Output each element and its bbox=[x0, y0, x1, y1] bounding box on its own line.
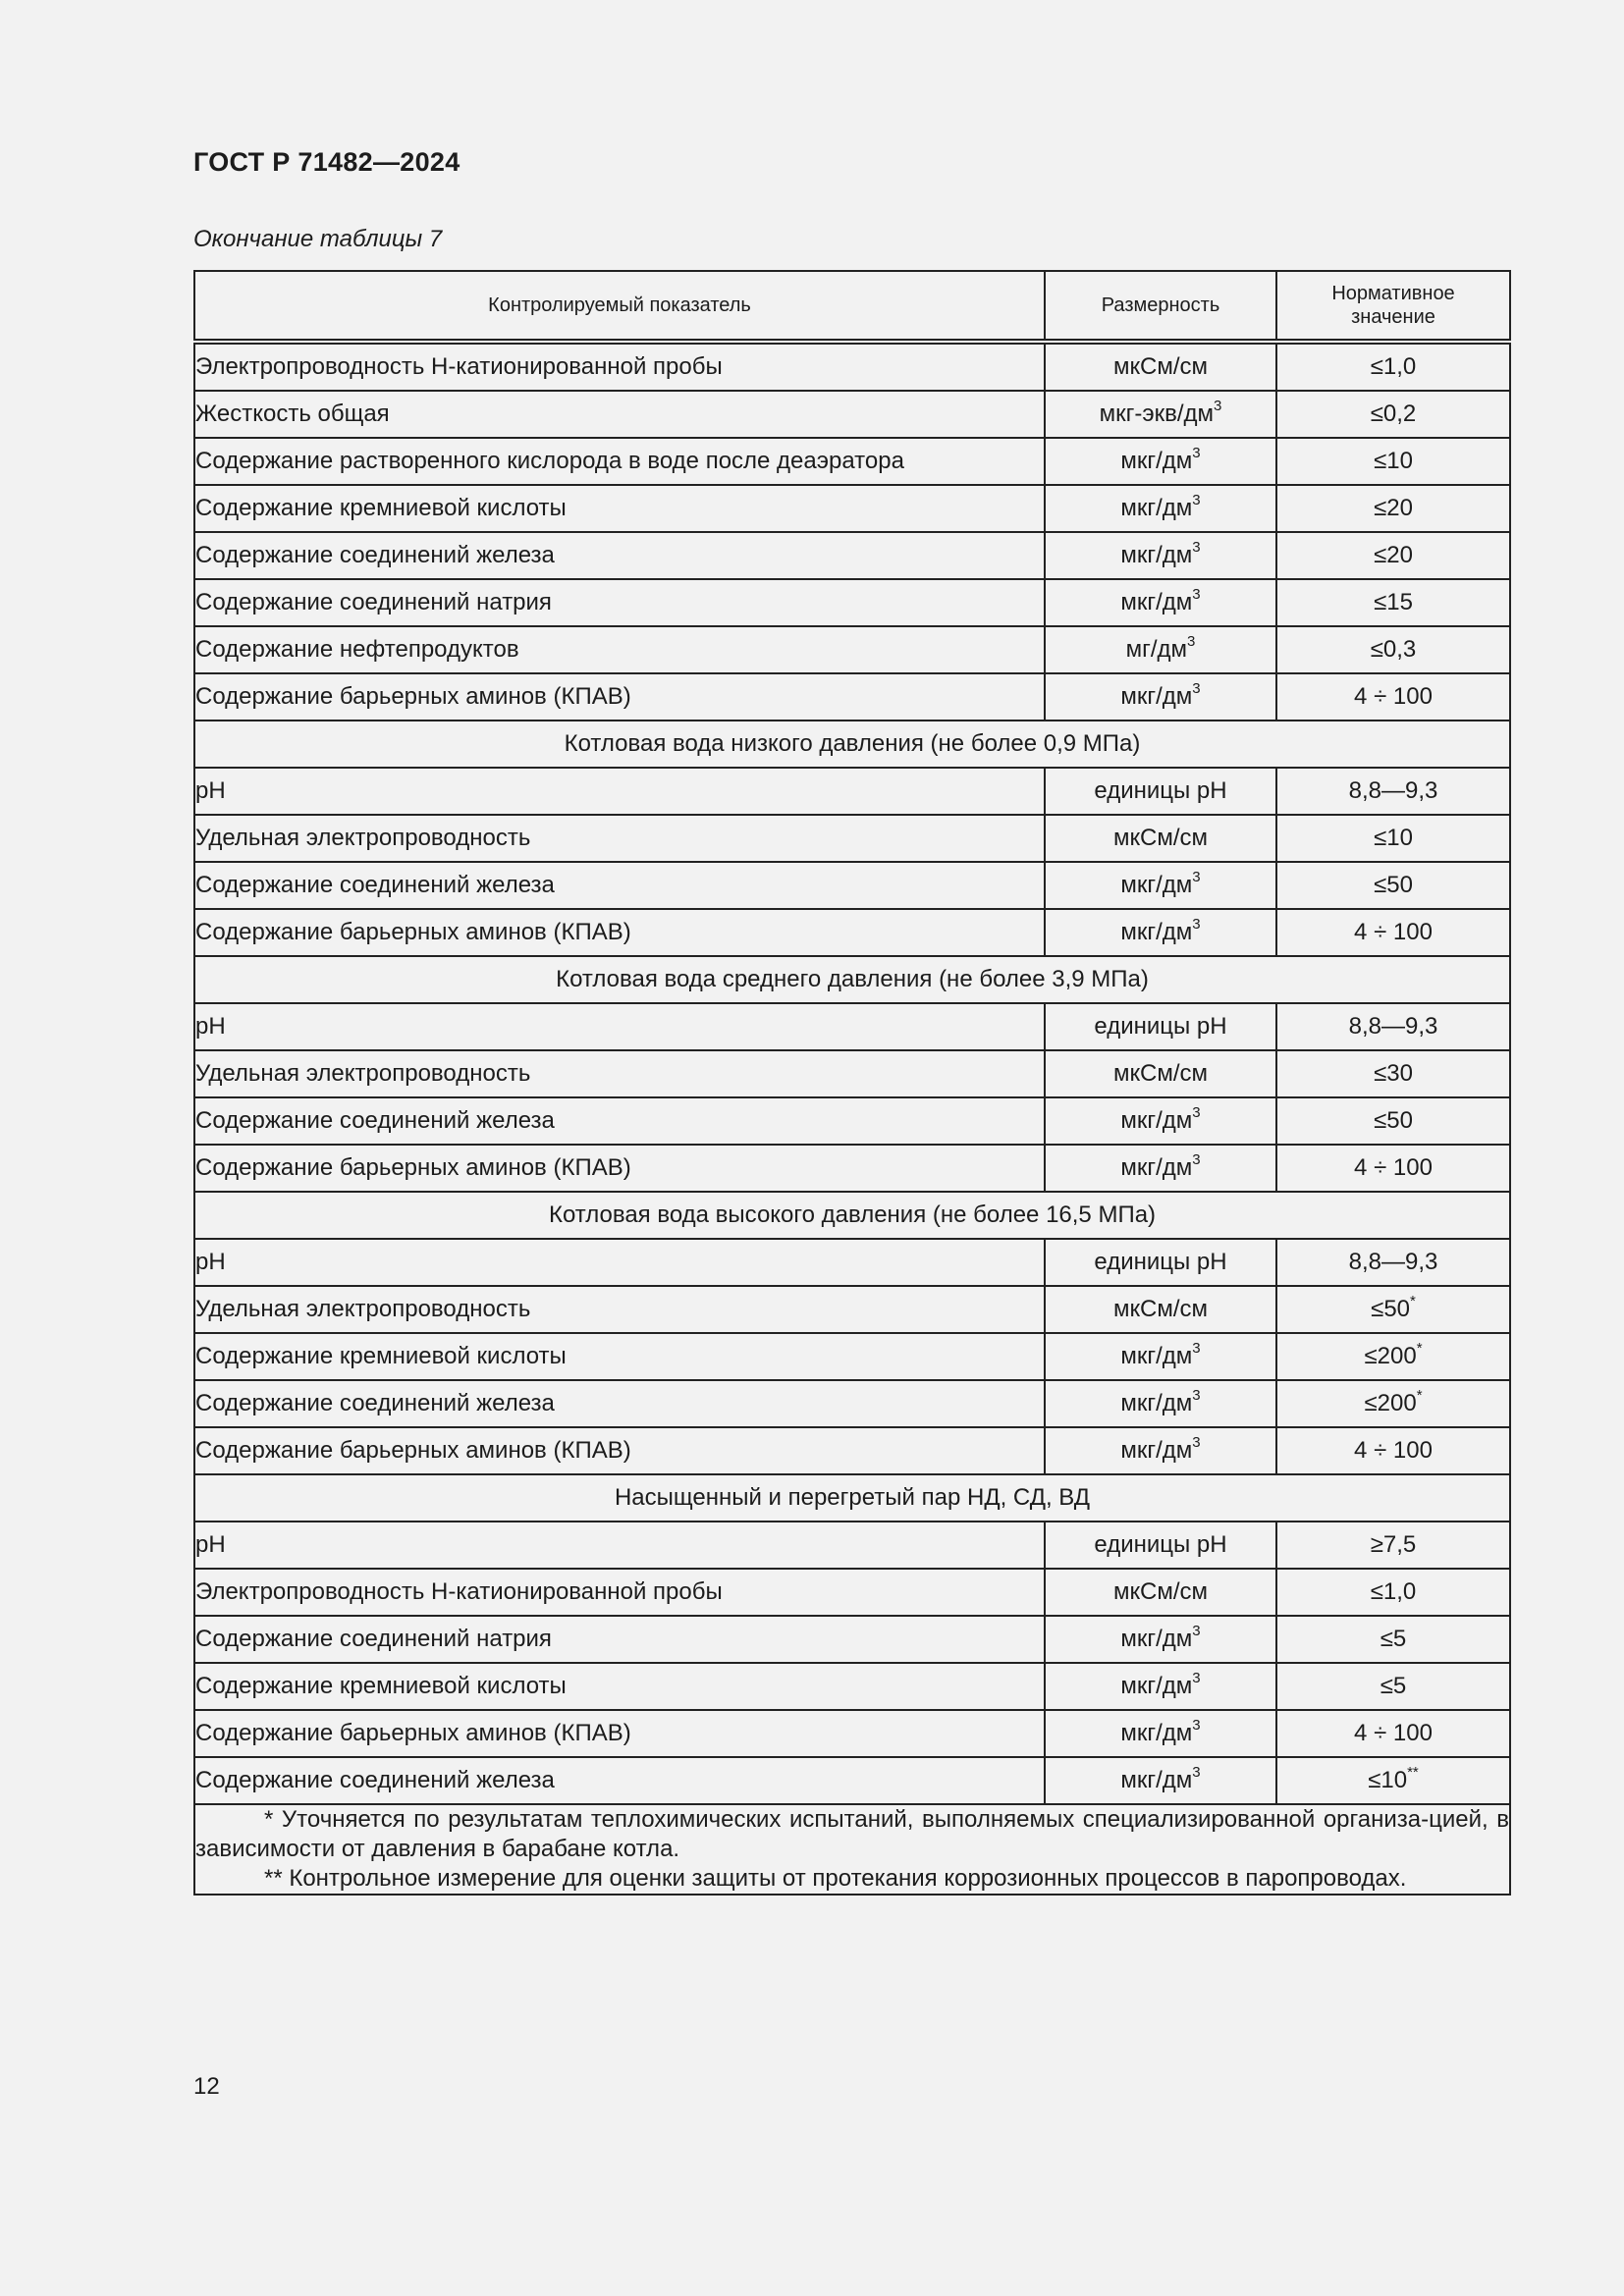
normative-value-cell bbox=[1276, 1380, 1510, 1427]
unit-text: мкг/дм bbox=[1120, 589, 1193, 615]
normative-value-cell bbox=[1276, 1145, 1510, 1192]
value-text: 4 ÷ 100 bbox=[1354, 1720, 1433, 1746]
indicator-cell: Содержание кремниевой кислоты bbox=[194, 1663, 1045, 1710]
section-title: Котловая вода высокого давления (не более 16,5 МПа) bbox=[194, 1192, 1510, 1239]
unit-text: единицы pH bbox=[1094, 1249, 1227, 1275]
unit-cell bbox=[1045, 673, 1276, 721]
unit-cell bbox=[1045, 1616, 1276, 1663]
table-notes-row bbox=[194, 1804, 1510, 1895]
normative-value-cell bbox=[1276, 1616, 1510, 1663]
unit-text: мкг-экв/дм bbox=[1099, 400, 1215, 427]
indicator-cell: Содержание кремниевой кислоты bbox=[194, 1333, 1045, 1380]
section-header-row bbox=[194, 721, 1510, 768]
indicator-cell: Содержание барьерных аминов (КПАВ) bbox=[194, 1710, 1045, 1757]
section-header-row bbox=[194, 1474, 1510, 1522]
normative-value-cell bbox=[1276, 1239, 1510, 1286]
unit-cell bbox=[1045, 1757, 1276, 1804]
unit-text: мкг/дм bbox=[1120, 1673, 1193, 1699]
table-row bbox=[194, 391, 1510, 438]
normative-value-cell bbox=[1276, 909, 1510, 956]
section-title: Котловая вода среднего давления (не более 3,9 МПа) bbox=[194, 956, 1510, 1003]
indicator-cell: Содержание кремниевой кислоты bbox=[194, 485, 1045, 532]
unit-superscript: 3 bbox=[1187, 633, 1196, 650]
indicator-cell: Электропроводность Н-катионированной пробы bbox=[194, 342, 1045, 391]
unit-superscript: 3 bbox=[1192, 492, 1201, 508]
section-header-row bbox=[194, 956, 1510, 1003]
value-text: ≤5 bbox=[1380, 1673, 1407, 1699]
unit-text: мкг/дм bbox=[1120, 872, 1193, 898]
indicator-cell: Содержание соединений натрия bbox=[194, 1616, 1045, 1663]
indicator-cell: Содержание барьерных аминов (КПАВ) bbox=[194, 1427, 1045, 1474]
unit-cell bbox=[1045, 438, 1276, 485]
unit-text: мкг/дм bbox=[1120, 1437, 1193, 1464]
unit-text: мкСм/см bbox=[1113, 353, 1208, 380]
value-text: ≤50 bbox=[1374, 1107, 1413, 1134]
indicator-cell: Содержание соединений железа bbox=[194, 1380, 1045, 1427]
unit-text: мкг/дм bbox=[1120, 1390, 1193, 1416]
value-text: ≤10 bbox=[1374, 448, 1413, 474]
normative-value-cell bbox=[1276, 1522, 1510, 1569]
footnote-marker: * bbox=[1410, 1293, 1416, 1309]
table-row bbox=[194, 1333, 1510, 1380]
indicator-cell: Содержание соединений железа bbox=[194, 862, 1045, 909]
normative-value-cell bbox=[1276, 438, 1510, 485]
value-text: 8,8—9,3 bbox=[1348, 1013, 1438, 1040]
unit-cell bbox=[1045, 1145, 1276, 1192]
value-text: ≤10 bbox=[1368, 1767, 1408, 1793]
table-row bbox=[194, 1569, 1510, 1616]
unit-cell bbox=[1045, 342, 1276, 391]
normative-value-cell bbox=[1276, 1427, 1510, 1474]
table-row bbox=[194, 673, 1510, 721]
table-row bbox=[194, 815, 1510, 862]
section-title: Котловая вода низкого давления (не более 0,9 МПа) bbox=[194, 721, 1510, 768]
indicator-cell: pH bbox=[194, 1003, 1045, 1050]
normative-value-cell bbox=[1276, 1003, 1510, 1050]
table-row bbox=[194, 768, 1510, 815]
indicator-cell: Электропроводность Н-катионированной пробы bbox=[194, 1569, 1045, 1616]
page-number: 12 bbox=[193, 2073, 220, 2100]
unit-text: мкг/дм bbox=[1120, 1154, 1193, 1181]
table-row bbox=[194, 1145, 1510, 1192]
header-unit: Размерность bbox=[1045, 271, 1276, 342]
unit-superscript: 3 bbox=[1192, 1434, 1201, 1451]
unit-text: мг/дм bbox=[1125, 636, 1188, 663]
unit-cell bbox=[1045, 1239, 1276, 1286]
unit-superscript: 3 bbox=[1192, 1670, 1201, 1686]
unit-text: мкг/дм bbox=[1120, 495, 1193, 521]
unit-cell bbox=[1045, 626, 1276, 673]
unit-text: мкг/дм bbox=[1120, 448, 1193, 474]
table-header-row bbox=[194, 271, 1510, 342]
unit-cell bbox=[1045, 1333, 1276, 1380]
unit-text: мкг/дм bbox=[1120, 1767, 1193, 1793]
indicator-cell: pH bbox=[194, 768, 1045, 815]
unit-cell bbox=[1045, 1522, 1276, 1569]
value-text: 4 ÷ 100 bbox=[1354, 1154, 1433, 1181]
header-normative-value: Нормативное значение bbox=[1276, 271, 1510, 342]
footnote-marker: ** bbox=[1407, 1764, 1419, 1781]
unit-cell bbox=[1045, 909, 1276, 956]
normative-value-cell bbox=[1276, 391, 1510, 438]
footnote: * Уточняется по результатам теплохимических испытаний, выполняемых специализированной организа-цией, в зависимости от давления в барабане котла. bbox=[195, 1806, 1509, 1862]
normative-value-cell bbox=[1276, 485, 1510, 532]
unit-superscript: 3 bbox=[1192, 445, 1201, 461]
normative-value-cell bbox=[1276, 1710, 1510, 1757]
indicator-cell: Удельная электропроводность bbox=[194, 1050, 1045, 1097]
table-row bbox=[194, 1003, 1510, 1050]
unit-cell bbox=[1045, 391, 1276, 438]
normative-value-cell bbox=[1276, 1663, 1510, 1710]
indicator-cell: Содержание соединений железа bbox=[194, 1757, 1045, 1804]
indicator-cell: Содержание соединений железа bbox=[194, 532, 1045, 579]
normative-value-cell bbox=[1276, 768, 1510, 815]
indicator-cell: Удельная электропроводность bbox=[194, 1286, 1045, 1333]
normative-value-cell bbox=[1276, 1097, 1510, 1145]
indicator-cell: Содержание барьерных аминов (КПАВ) bbox=[194, 909, 1045, 956]
value-text: ≤15 bbox=[1374, 589, 1413, 615]
value-text: ≤0,3 bbox=[1370, 636, 1417, 663]
section-title: Насыщенный и перегретый пар НД, СД, ВД bbox=[194, 1474, 1510, 1522]
unit-cell bbox=[1045, 485, 1276, 532]
indicator-cell: Содержание растворенного кислорода в воде после деаэратора bbox=[194, 438, 1045, 485]
table-row bbox=[194, 342, 1510, 391]
normative-value-cell bbox=[1276, 342, 1510, 391]
unit-text: мкг/дм bbox=[1120, 1107, 1193, 1134]
normative-value-cell bbox=[1276, 532, 1510, 579]
unit-text: мкг/дм bbox=[1120, 683, 1193, 710]
value-text: ≤20 bbox=[1374, 495, 1413, 521]
unit-cell bbox=[1045, 1663, 1276, 1710]
unit-cell bbox=[1045, 815, 1276, 862]
indicator-cell: Содержание барьерных аминов (КПАВ) bbox=[194, 673, 1045, 721]
unit-cell bbox=[1045, 862, 1276, 909]
footnote-marker: * bbox=[1416, 1387, 1423, 1404]
header-indicator: Контролируемый показатель bbox=[194, 271, 1045, 342]
table-row bbox=[194, 1616, 1510, 1663]
normative-value-cell bbox=[1276, 1569, 1510, 1616]
value-text: ≤30 bbox=[1374, 1060, 1413, 1087]
standards-table bbox=[193, 270, 1511, 1896]
unit-text: единицы pH bbox=[1094, 777, 1227, 804]
value-text: ≤0,2 bbox=[1370, 400, 1417, 427]
table-row bbox=[194, 485, 1510, 532]
indicator-cell: Жесткость общая bbox=[194, 391, 1045, 438]
unit-text: мкСм/см bbox=[1113, 1578, 1208, 1605]
unit-cell bbox=[1045, 768, 1276, 815]
normative-value-cell bbox=[1276, 1333, 1510, 1380]
table-row bbox=[194, 1427, 1510, 1474]
unit-cell bbox=[1045, 1710, 1276, 1757]
table-row bbox=[194, 579, 1510, 626]
unit-superscript: 3 bbox=[1214, 398, 1222, 414]
normative-value-cell bbox=[1276, 815, 1510, 862]
indicator-cell: Удельная электропроводность bbox=[194, 815, 1045, 862]
unit-text: мкСм/см bbox=[1113, 825, 1208, 851]
table-row bbox=[194, 532, 1510, 579]
unit-text: мкг/дм bbox=[1120, 919, 1193, 945]
table-row bbox=[194, 1097, 1510, 1145]
normative-value-cell bbox=[1276, 1050, 1510, 1097]
indicator-cell: pH bbox=[194, 1522, 1045, 1569]
table-row bbox=[194, 1757, 1510, 1804]
section-header-row bbox=[194, 1192, 1510, 1239]
value-text: 4 ÷ 100 bbox=[1354, 683, 1433, 710]
unit-superscript: 3 bbox=[1192, 1151, 1201, 1168]
unit-superscript: 3 bbox=[1192, 1104, 1201, 1121]
unit-cell bbox=[1045, 1427, 1276, 1474]
table-row bbox=[194, 1239, 1510, 1286]
unit-superscript: 3 bbox=[1192, 1764, 1201, 1781]
normative-value-cell bbox=[1276, 862, 1510, 909]
unit-superscript: 3 bbox=[1192, 539, 1201, 556]
value-text: 4 ÷ 100 bbox=[1354, 1437, 1433, 1464]
unit-cell bbox=[1045, 1286, 1276, 1333]
indicator-cell: Содержание нефтепродуктов bbox=[194, 626, 1045, 673]
unit-text: мкСм/см bbox=[1113, 1296, 1208, 1322]
table-row bbox=[194, 862, 1510, 909]
table-row bbox=[194, 1522, 1510, 1569]
unit-superscript: 3 bbox=[1192, 586, 1201, 603]
table-row bbox=[194, 438, 1510, 485]
unit-superscript: 3 bbox=[1192, 1387, 1201, 1404]
normative-value-cell bbox=[1276, 579, 1510, 626]
value-text: ≤1,0 bbox=[1370, 1578, 1417, 1605]
unit-superscript: 3 bbox=[1192, 1340, 1201, 1357]
value-text: 8,8—9,3 bbox=[1348, 777, 1438, 804]
unit-cell bbox=[1045, 1569, 1276, 1616]
indicator-cell: Содержание соединений натрия bbox=[194, 579, 1045, 626]
value-text: ≤1,0 bbox=[1370, 353, 1417, 380]
unit-cell bbox=[1045, 1380, 1276, 1427]
unit-superscript: 3 bbox=[1192, 680, 1201, 697]
unit-text: единицы pH bbox=[1094, 1531, 1227, 1558]
indicator-cell: Содержание соединений железа bbox=[194, 1097, 1045, 1145]
value-text: ≤20 bbox=[1374, 542, 1413, 568]
footnote: ** Контрольное измерение для оценки защиты от протекания коррозионных процессов в паропроводах. bbox=[264, 1865, 1407, 1892]
normative-value-cell bbox=[1276, 1286, 1510, 1333]
value-text: ≤10 bbox=[1374, 825, 1413, 851]
table-row bbox=[194, 626, 1510, 673]
unit-text: мкг/дм bbox=[1120, 1343, 1193, 1369]
unit-cell bbox=[1045, 532, 1276, 579]
table-notes bbox=[194, 1804, 1510, 1895]
unit-superscript: 3 bbox=[1192, 1623, 1201, 1639]
table-row bbox=[194, 1663, 1510, 1710]
unit-cell bbox=[1045, 1003, 1276, 1050]
unit-superscript: 3 bbox=[1192, 869, 1201, 885]
unit-text: мкСм/см bbox=[1113, 1060, 1208, 1087]
indicator-cell: Содержание барьерных аминов (КПАВ) bbox=[194, 1145, 1045, 1192]
footnote-marker: * bbox=[1416, 1340, 1423, 1357]
normative-value-cell bbox=[1276, 1757, 1510, 1804]
document-title: ГОСТ Р 71482—2024 bbox=[193, 147, 460, 177]
value-text: ≤50 bbox=[1374, 872, 1413, 898]
table-caption: Окончание таблицы 7 bbox=[193, 226, 443, 252]
table-row bbox=[194, 1710, 1510, 1757]
unit-text: мкг/дм bbox=[1120, 1720, 1193, 1746]
table-body bbox=[194, 342, 1510, 1895]
value-text: ≤5 bbox=[1380, 1626, 1407, 1652]
unit-superscript: 3 bbox=[1192, 1717, 1201, 1734]
unit-cell bbox=[1045, 579, 1276, 626]
table-row bbox=[194, 1050, 1510, 1097]
unit-text: мкг/дм bbox=[1120, 1626, 1193, 1652]
normative-value-cell bbox=[1276, 626, 1510, 673]
value-text: 8,8—9,3 bbox=[1348, 1249, 1438, 1275]
value-text: ≤50 bbox=[1371, 1296, 1411, 1322]
unit-cell bbox=[1045, 1050, 1276, 1097]
table-row bbox=[194, 1380, 1510, 1427]
indicator-cell: pH bbox=[194, 1239, 1045, 1286]
value-text: ≥7,5 bbox=[1370, 1531, 1417, 1558]
normative-value-cell bbox=[1276, 673, 1510, 721]
unit-text: мкг/дм bbox=[1120, 542, 1193, 568]
unit-superscript: 3 bbox=[1192, 916, 1201, 933]
value-text: 4 ÷ 100 bbox=[1354, 919, 1433, 945]
table-row bbox=[194, 909, 1510, 956]
value-text: ≤200 bbox=[1364, 1343, 1417, 1369]
unit-cell bbox=[1045, 1097, 1276, 1145]
value-text: ≤200 bbox=[1364, 1390, 1417, 1416]
unit-text: единицы pH bbox=[1094, 1013, 1227, 1040]
table-row bbox=[194, 1286, 1510, 1333]
